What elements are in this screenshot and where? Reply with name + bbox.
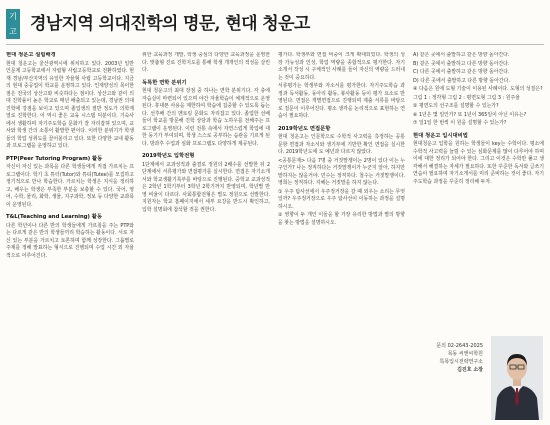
author-info [413, 342, 483, 374]
paragraph: 다른 학년이나 다른 반의 학생들에게 가르침을 주는 PTP와는 다르게 같은 반의 학생들끼리 학습하는 활동이다. 서로 자신 있는 부분을 가르치고 토론하며 함께 성장한다. 그룹별로 주제를 정해 발표하는 형식으로 진행되며 수업 시간 외 자율적으로 이루어진다. [6, 222, 134, 259]
section-heading: T&L(Teaching and Learning) 활동 [6, 214, 103, 220]
paragraph: 위한 교육과정 개발, 학생 중심의 다양한 교육과정을 운영한다. 맞춤형 진로 진학지도를 통해 학생 개개인의 적성을 살린다. [142, 52, 270, 73]
author-box [413, 336, 544, 420]
article-header [0, 0, 550, 40]
question-line: ⑤ 평면도의 선구조를 설명할 수 있는가? [413, 103, 499, 109]
paragraph: <공통문제> 다음 7명 중 거짓말쟁이는 2명이 있다 이는 누구인가? 나는 정직하다는 거짓말쟁이가 누군지 알아, 하지만 말하지는 않을거야. 민수는 정직하다. 철수는 거짓말쟁이다. 영희는 정직하다. 지혜는 거짓말을 하지 않는다. [278, 157, 405, 186]
question-line: C) 다른 곳에서 출발하고 같은 방향 돌아간다. [413, 69, 510, 75]
paragraph: 현대 청운고는 울산광역시에 위치하고 있다. 2003년 일반 인문계 고등학교에서 자립형 사립고등학교로 전환하였다. 현재 경남/부산지역의 유일한 자율형 사립 고등학교이다. 지금의 현대 중공업이 학교를 운영하고 있다. 인재양성의 목이한 점은 전국의 상산고와 비슷하다는 점이다. 상산고와 같이 의대 진학률이 높은 학교로 매년 배출되고 있는데, 경남권 의대 진학에 강점을 보이고 있으며 졸업생의 절반 정도가 의학계열로 진학한다. 이 역시 좋은 교육 시스템 덕분이다. 기숙사에서 생활하며 자기주도학습 문화가 잘 자리잡혀 있으며, 교사와 학생 간의 소통이 활발한 편이다. 이러한 분위기가 학생들의 학업 성취도를 끌어올리고 있다. 또한 다양한 교내 활동과 프로그램을 운영하고 있다. [6, 60, 134, 149]
question-line: ⑥ 1년은 몇 일인가? 또 1년이 365일이 아닌 이유는? [413, 111, 527, 118]
section-tag [6, 9, 20, 39]
article-title: 경남지역 의대진학의 명문, 현대 청운고 [30, 14, 310, 34]
article-column-2 [142, 52, 270, 367]
question-line: ④ 다음은 원에 도형 기술이 이용된 사례이다. 도형의 성질은? [413, 86, 543, 92]
paragraph: ② 영향이 두 개인 이들을 할 가장 유리한 방법과 별의 방향을 찾는 방법을 설명하시오. [278, 212, 405, 226]
paragraph: ① 우주 탐사선에서 우주정거장을 갈 때 외우는 소리는 무엇일까? 우주정거장으로 우주 탐사선이 이동하는 과정을 설명하시오. [278, 188, 405, 210]
question-line: ⑦ 일1일 한 번씩 이 원을 설명할 수 있는가? [413, 120, 507, 126]
question-line: B) 같은 곳에서 출발하고 다른 방향 돌아간다. [413, 60, 510, 67]
question-list [413, 52, 544, 128]
author-photo [491, 336, 543, 420]
section-heading: 현대 청운고 입시대비법 [413, 132, 468, 139]
question-line: D) 다른 곳에서 출발하고 다른 방향 돌아간다. [413, 77, 510, 84]
section-heading: 2019학년도 입학전형 [142, 153, 195, 159]
paragraph: 1단계에서 교과성적과 출결로 정원의 2배수를 선발한 뒤 2단계에서 서류평가와 면접평가를 실시한다. 면접은 자기소개서와 학교생활기록부를 바탕으로 진행된다. 중학교 교과성적은 2학년 1학기부터 3학년 2학기까지 반영되며, 학년별 반영 비율이 다르다. 사회통합전형은 별도 정원으로 선발한다. 지원자는 학교 홈페이지에서 세부 요강을 반드시 확인하고, 입학 설명회에 참석할 것을 권한다. [142, 161, 270, 213]
paragraph: 평가다. 학생부와 면접 비중이 크게 확대되었다. 학생의 성장 가능성과 인성, 학업 역량을 종합적으로 평가한다. 자기소개서 작성 시 구체적인 사례를 들어 자신의 역량을 드러내는 것이 중요하다. [278, 52, 405, 81]
article-column-4 [413, 52, 544, 352]
paragraph: 현대 청운고의 최대 장점 중 하나는 면학 분위기다. 각 층에 자습실이 마련되어 있으며 야간 자율학습이 체계적으로 운영된다. 휴대폰 사용을 제한하여 학습에 집중할 수 있도록 돕는다. 선후배 간의 멘토링 문화도 자리잡고 있다. 졸업한 선배들이 학교를 방문해 진학 상담과 학습 노하우를 전해주는 프로그램이 운영된다. 이런 전통 속에서 자연스럽게 학업에 대한 동기가 부여되며, 학생 스스로 공부하는 습관을 기르게 된다. 방과후 수업과 심화 프로그램도 다양하게 제공된다. [142, 88, 270, 147]
paragraph: 자신이 자신 있는 과목을 다른 학생들에게 직접 가르치는 프로그램이다. 학기 초 튜터(Tutor)와 튜티(Tutee)를 모집하고 정기적으로 만나 학습한다. 가르치는 학생은 지식을 정리하고, 배우는 학생은 부족한 부분을 보충할 수 있다. 국어, 영어, 수학, 물리, 화학, 생물, 지구과학, 정보 등 다양한 교과목이 운영된다. [6, 164, 134, 208]
section-heading: 현대 청운고 설립배경 [6, 52, 56, 58]
author-portrait-icon [491, 336, 543, 420]
section-heading: PTP(Peer Tutoring Program) 활동 [6, 155, 103, 162]
paragraph: 현대 청운고는 인문학으로 수학적 사고력을 측정하는 공통문항 면접과 자소서와 생기부에 기반한 확인 면접을 실시한다. 2019학년도에 도 예년과 다르지 않았다. [278, 134, 405, 155]
author-contact: 문의 02-2643-2025 [436, 343, 483, 349]
paragraph: 현대청운고 입학을 원하는 학생들이 key는 수학이다. 평소에 수학적 사고력을 늘릴 수 있는 심화문제를 많이 다루어야 하며 이에 대한 정리가 되어야 한다. 그리고 이것은 수학만 풀고 생각해서 해결하는 자세가 필요하다. 또한 꾸준한 독서와 글쓰기 연습이 필요하며 자기소개서를 미리 준비하는 것이 좋다. 자기주도학습 과정을 꾸준히 정리해 두자. [413, 141, 544, 185]
author-institute: 특목입시전략연구소 [439, 359, 483, 365]
article-column-1 [6, 52, 134, 372]
paragraph: 서류평가는 학생부와 자소서를 평가한다. 자기주도학습 과정과 독서활동, 동아리 활동, 봉사활동 등이 평가 요소로 반영된다. 면접은 개별면접으로 진행되며 제출 서류를 바탕으로 질문이 이루어진다. 평소 생각을 논리적으로 표현하는 연습이 필요하다. [278, 83, 405, 119]
author-name: 김진호 소장 [457, 367, 483, 373]
section-tag-line: 기 [9, 12, 17, 21]
question-line: A) 같은 곳에서 출발하고 같은 방향 돌아간다. [413, 52, 510, 58]
author-academy: 목동 씨앤씨학원 [447, 351, 483, 357]
section-heading: 독특한 면학 분위기 [142, 79, 187, 86]
section-tag-line: 고 [9, 27, 17, 36]
question-line: 그림 1 : 정각형 그림 2 : 평면도형 그림 3 : 원주율 [413, 94, 520, 101]
section-heading: 2019학년도 면접문항 [278, 125, 331, 132]
article-column-3 [278, 52, 405, 367]
title-divider [6, 44, 544, 45]
